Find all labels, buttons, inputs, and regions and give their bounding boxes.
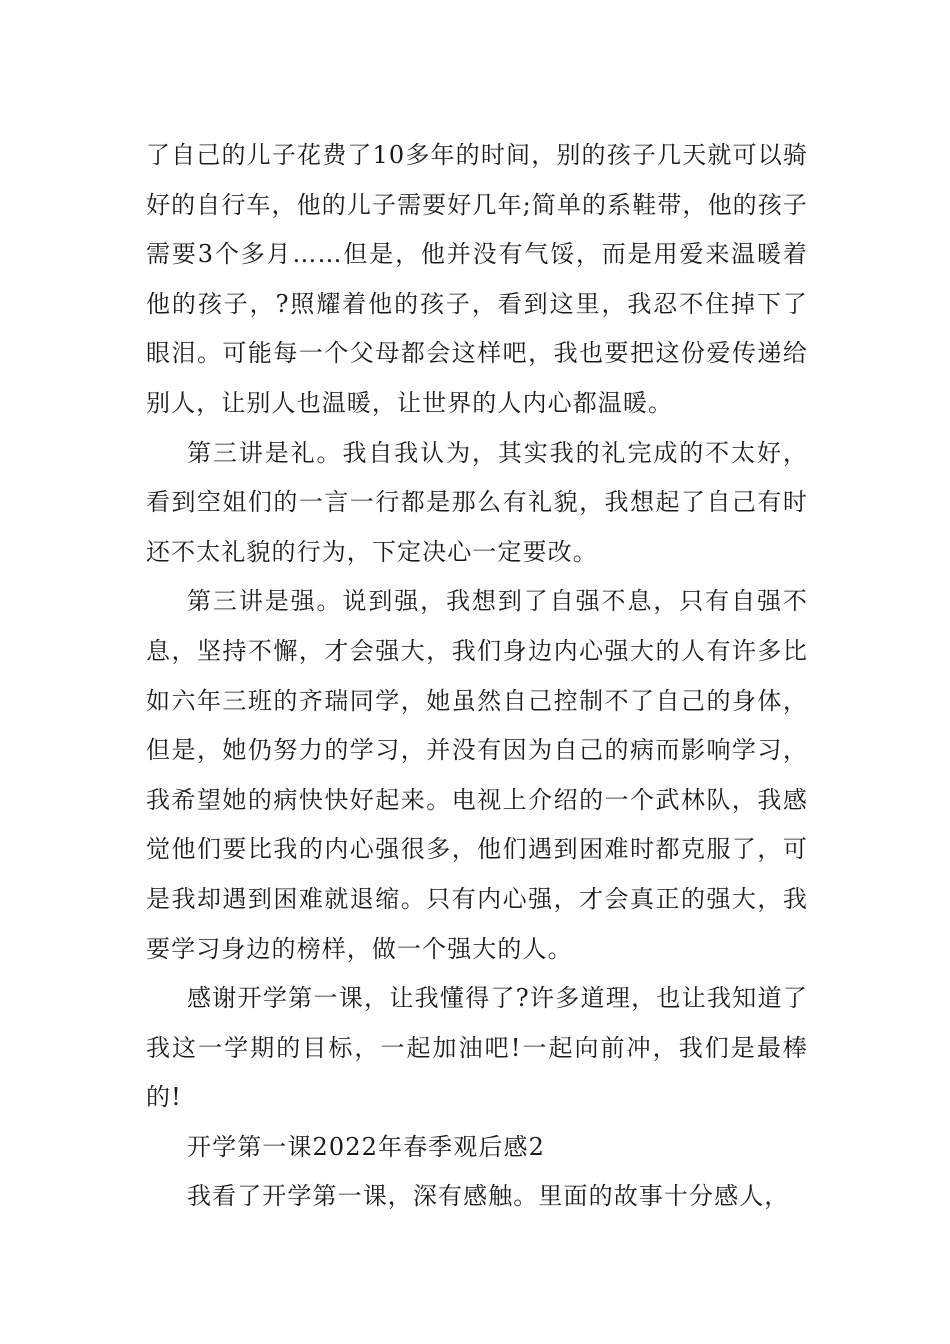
section-heading: 开学第一课2022年春季观后感2	[187, 1132, 545, 1161]
paragraph-intro: 我看了开学第一课，深有感触。里面的故事十分感人，	[187, 1182, 790, 1211]
paragraph-continuation: 了自己的儿子花费了10多年的时间，别的孩子几天就可以骑好的自行车，他的儿子需要好几年;简单的系鞋带，他的孩子需要3个多月……但是，他并没有气馁，而是用爱来温暖着他的孩子，?照耀着他的孩子，看到这里，我忍不住掉下了眼泪。可能每一个父母都会这样吧，我也要把这份爱传递给别人，让别人也温暖，让世界的人内心都温暖。	[146, 141, 808, 417]
document-body	[146, 131, 808, 1222]
paragraph-thanks: 感谢开学第一课，让我懂得了?许多道理，也让我知道了我这一学期的目标，一起加油吧!一起向前冲，我们是最棒的!	[146, 984, 808, 1112]
paragraph-qiang: 第三讲是强。说到强，我想到了自强不息，只有自强不息，坚持不懈，才会强大，我们身边内心强大的人有许多比如六年三班的齐瑞同学，她虽然自己控制不了自己的身体，但是，她仍努力的学习，并没有因为自己的病而影响学习，我希望她的病快快好起来。电视上介绍的一个武林队，我感觉他们要比我的内心强很多，他们遇到困难时都克服了，可是我却遇到困难就退缩。只有内心强，才会真正的强大，我要学习身边的榜样，做一个强大的人。	[146, 587, 808, 963]
paragraph-li: 第三讲是礼。我自我认为，其实我的礼完成的不太好，看到空姐们的一言一行都是那么有礼貌，我想起了自己有时还不太礼貌的行为，下定决心一定要改。	[146, 438, 808, 566]
